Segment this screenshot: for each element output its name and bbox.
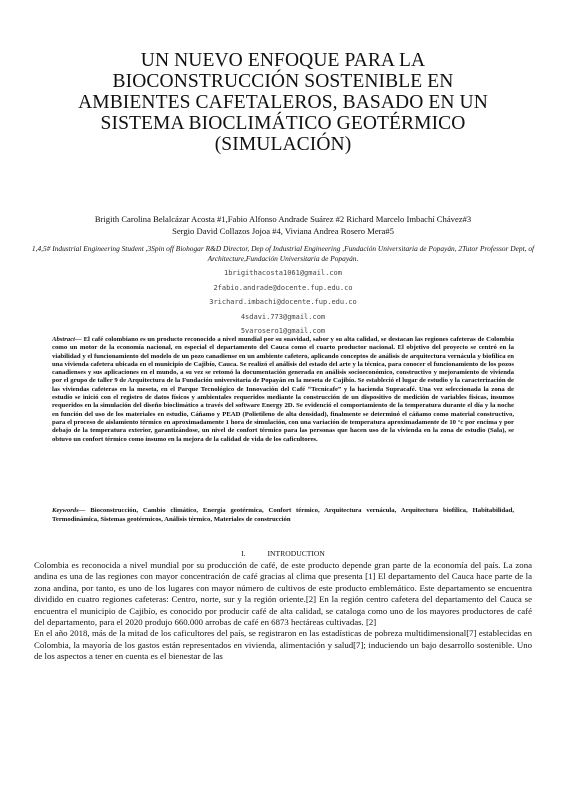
- author-line-2: Sergio David Collazos Jojoa #4, Viviana Andrea Rosero Mera#5: [172, 226, 394, 236]
- email-1[interactable]: 1brigithacosta1061@gmail.com: [223, 269, 342, 277]
- paper-title: UN NUEVO ENFOQUE PARA LA BIOCONSTRUCCIÓN SOSTENIBLE EN AMBIENTES CAFETALEROS, BASADO EN UN SISTEMA BIOCLIMÁTICO GEOTÉRMICO (SIMULACIÓN): [78, 50, 488, 155]
- section-title: INTRODUCTION: [267, 549, 325, 558]
- email-5[interactable]: 5varosero1@gmail.com: [240, 327, 326, 335]
- email-4[interactable]: 4sdavi.773@gmail.com: [240, 312, 326, 321]
- body-text: [34, 560, 532, 663]
- keywords-text: Bioconstrucción, Cambio climático, Energía geotérmica, Confort térmico, Arquitectura vernácula, Arquitectura biofílica, Habitabilidad, Termodinámica, Sistemas geotérmicos, Análisis térmico, Materiales de construcción: [52, 507, 514, 523]
- body-paragraph-2: En el año 2018, más de la mitad de los caficultores del país, se registraron en las estadísticas de pobreza multidimensional[7] establecidas en Colombia, la mayoría de los gastos están representados en vivienda, alimentación y salud[7]; induciendo un bajo desarrollo sostenible. Uno de los aspectos a tener en cuenta es el bienestar de las: [34, 628, 532, 662]
- author-list: [30, 213, 536, 237]
- email-3[interactable]: 3richard.imbachi@docente.fup.edu.co: [209, 298, 357, 306]
- email-2[interactable]: 2fabio.andrade@docente.fup.edu.co: [213, 283, 353, 292]
- section-number: I.: [241, 549, 246, 558]
- body-paragraph-1: Colombia es reconocida a nivel mundial por su producción de café, de este producto depende gran parte de la economía del país. La zona andina es una de las regiones con mayor concentración de café gracias al clima que presenta [1] El departamento del Cauca hace parte de la zona andina, por tanto, es uno de los lugares con mayor número de cultivos de este producto emblemático. Este departamento se encuentra dividido en cuatro regiones cafeteras: Centro, norte, sur y la región oriente.[2] En la región centro cafetera del departamento del Cauca se encuentra el municipio de Cajibío, es conocido por producir café de alta calidad, se cataloga como uno de los mayores productores de café del departamento, para el 2020 produjo 660.000 arrobas de café en 6873 hectáreas cultivadas. [2]: [34, 560, 532, 628]
- email-list: [140, 266, 426, 339]
- author-line-1: Brigith Carolina Belalcázar Acosta #1,Fabio Alfonso Andrade Suárez #2 Richard Marcelo Imbachí Chávez#3: [94, 214, 472, 224]
- abstract-lead: Abstract—: [52, 336, 82, 343]
- section-heading: [0, 549, 566, 558]
- abstract-text: El café colombiano es un producto reconocido a nivel mundial por su suavidad, sabor y su alta calidad, se destacan las regiones cafeteras de Colombia como un motor de la economía nacional, en especial el departamento del Cauca como el cuarto productor nacional. El objetivo del proyecto se centró en la viabilidad y el funcionamiento del modelo de un pozo canadiense en un ambiente cafetero, aplicando conceptos de análisis de arquitectura vernácula y biofílica en una vivienda cafetera ubicada en el municipio de Cajibío, Cauca. Se realizó el análisis del estado del arte y la técnica, para conocer el funcionamiento de los pozos canadienses y sus aplicaciones en el mundo, a su vez se retomó la documentación generada en análisis socioeconómico, constructivo y mejoramiento de vivienda por el grupo de taller 9 de Arquitectura de la Fundación universitaria de Popayán en la meseta de Cajibío. Se estableció el lugar de estudio y la caracterización de las viviendas cafeteras en la meseta, en el Parque Tecnológico de Innovación del Café “Tecnicafe” y la hacienda Supracafé. Una vez seleccionada la zona de estudio se inició con el registro de datos físicos y ambientales requeridos mediante la construcción de un dispositivo de medición de variables físicas, insumos requeridos en la simulación del diseño bioclimático a través del software Energy 2D. Se evidenció el comportamiento de la temperatura durante el día y la noche en función del uso de los materiales en estudio, Cáñamo y PEAD (Polietileno de alta densidad), finalmente se determinó el cáñamo como material constructivo, para el proceso de aislamiento térmico en aproximadamente 1 hora de simulación, con una variación de temperatura aproximadamente de 10 °c por encima y por debajo de la temperatura exterior, garantizándose, un nivel de confort térmico para las personas que hacen uso de la vivienda en la zona de estudio (Sala), se obtuvo un confort térmico como insumo en la mejora de la calidad de vida de los caficultores.: [52, 336, 514, 443]
- abstract: [52, 336, 514, 444]
- affiliation: 1,4,5# Industrial Engineering Student ,3Spin off Biohogar R&D Director, Dep of Industrial Engineering ,Fundación Universitaria de Popayán, 2Tutor Professor Dept, of Architecture,Fundación Universitaria de Popayán.: [31, 244, 535, 263]
- keywords-lead: Keywords—: [52, 507, 86, 514]
- keywords: [52, 506, 514, 524]
